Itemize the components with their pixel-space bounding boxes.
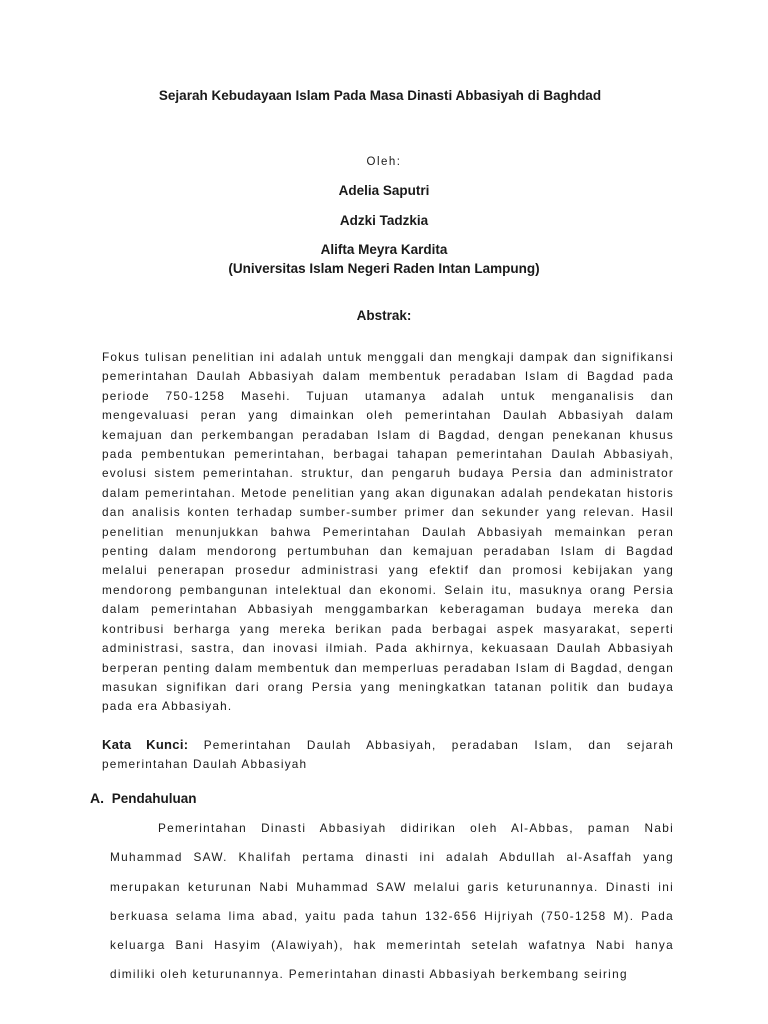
section-letter: A. [90, 790, 104, 806]
by-label: Oleh: [366, 156, 402, 168]
author-affiliation: (Universitas Islam Negeri Raden Intan Lampung) [228, 261, 540, 276]
section-title: Pendahuluan [111, 791, 197, 806]
author-3: Alifta Meyra Kardita [320, 242, 448, 257]
section-heading [90, 790, 197, 806]
author-1: Adelia Saputri [338, 183, 430, 198]
keywords-block [102, 735, 674, 775]
keywords-text: Pemerintahan Daulah Abbasiyah, peradaban Islam, dan sejarah pemerintahan Daulah Abbasiyah [102, 738, 675, 772]
paper-title: Sejarah Kebudayaan Islam Pada Masa Dinasti Abbasiyah di Baghdad [158, 88, 602, 103]
author-2: Adzki Tadzkia [339, 213, 429, 228]
abstract-text: Fokus tulisan penelitian ini adalah untuk menggali dan mengkaji dampak dan signifikansi pemerintahan Daulah Abbasiyah dalam membentuk peradaban Islam di Bagdad pada periode 750-1258 Masehi. Tujuan utamanya adalah untuk menganalisis dan mengevaluasi peran yang dimainkan oleh pemerintahan Daulah Abbasiyah dalam kemajuan dan perkembangan peradaban Islam di Bagdad, dengan penekanan khusus pada pembentukan pemerintahan, berbagai tahapan pemerintahan Daulah Abbasiyah, evolusi sistem pemerintahan. struktur, dan pengaruh budaya Persia dan administrator dalam pemerintahan. Metode penelitian yang akan digunakan adalah pendekatan historis dan analisis konten terhadap sumber-sumber primer dan sekunder yang relevan. Hasil penelitian menunjukkan bahwa Pemerintahan Daulah Abbasiyah memainkan peran penting dalam mendorong pertumbuhan dan kemajuan peradaban Islam di Bagdad melalui penerapan prosedur administrasi yang efektif dan promosi kebijakan yang mendorong pembangunan intelektual dan ekonomi. Selain itu, masuknya orang Persia dalam pemerintahan Abbasiyah menggambarkan keberagaman budaya mereka dan kontribusi berharga yang mereka berikan pada berbagai aspek masyarakat, seperti administrasi, sastra, dan inovasi ilmiah. Pada akhirnya, kekuasaan Daulah Abbasiyah berperan penting dalam membentuk dan memperluas peradaban Islam di Bagdad, dengan masukan signifikan dari orang Persia yang meningkatkan tatanan politik dan budaya pada era Abbasiyah. [102, 350, 674, 714]
keywords-label: Kata Kunci: [102, 737, 189, 752]
abstract-heading: Abstrak: [356, 308, 412, 323]
introduction-paragraph: Pemerintahan Dinasti Abbasiyah didirikan oleh Al-Abbas, paman Nabi Muhammad SAW. Khalifah pertama dinasti ini adalah Abdullah al-Asaffah yang merupakan keturunan Nabi Muhammad SAW melalui garis keturunannya. Dinasti ini berkuasa selama lima abad, yaitu pada tahun 132-656 Hijriyah (750-1258 M). Pada keluarga Bani Hasyim (Alawiyah), hak memerintah setelah wafatnya Nabi hanya dimiliki oleh keturunannya. Pemerintahan dinasti Abbasiyah berkembang seiring [110, 821, 674, 982]
